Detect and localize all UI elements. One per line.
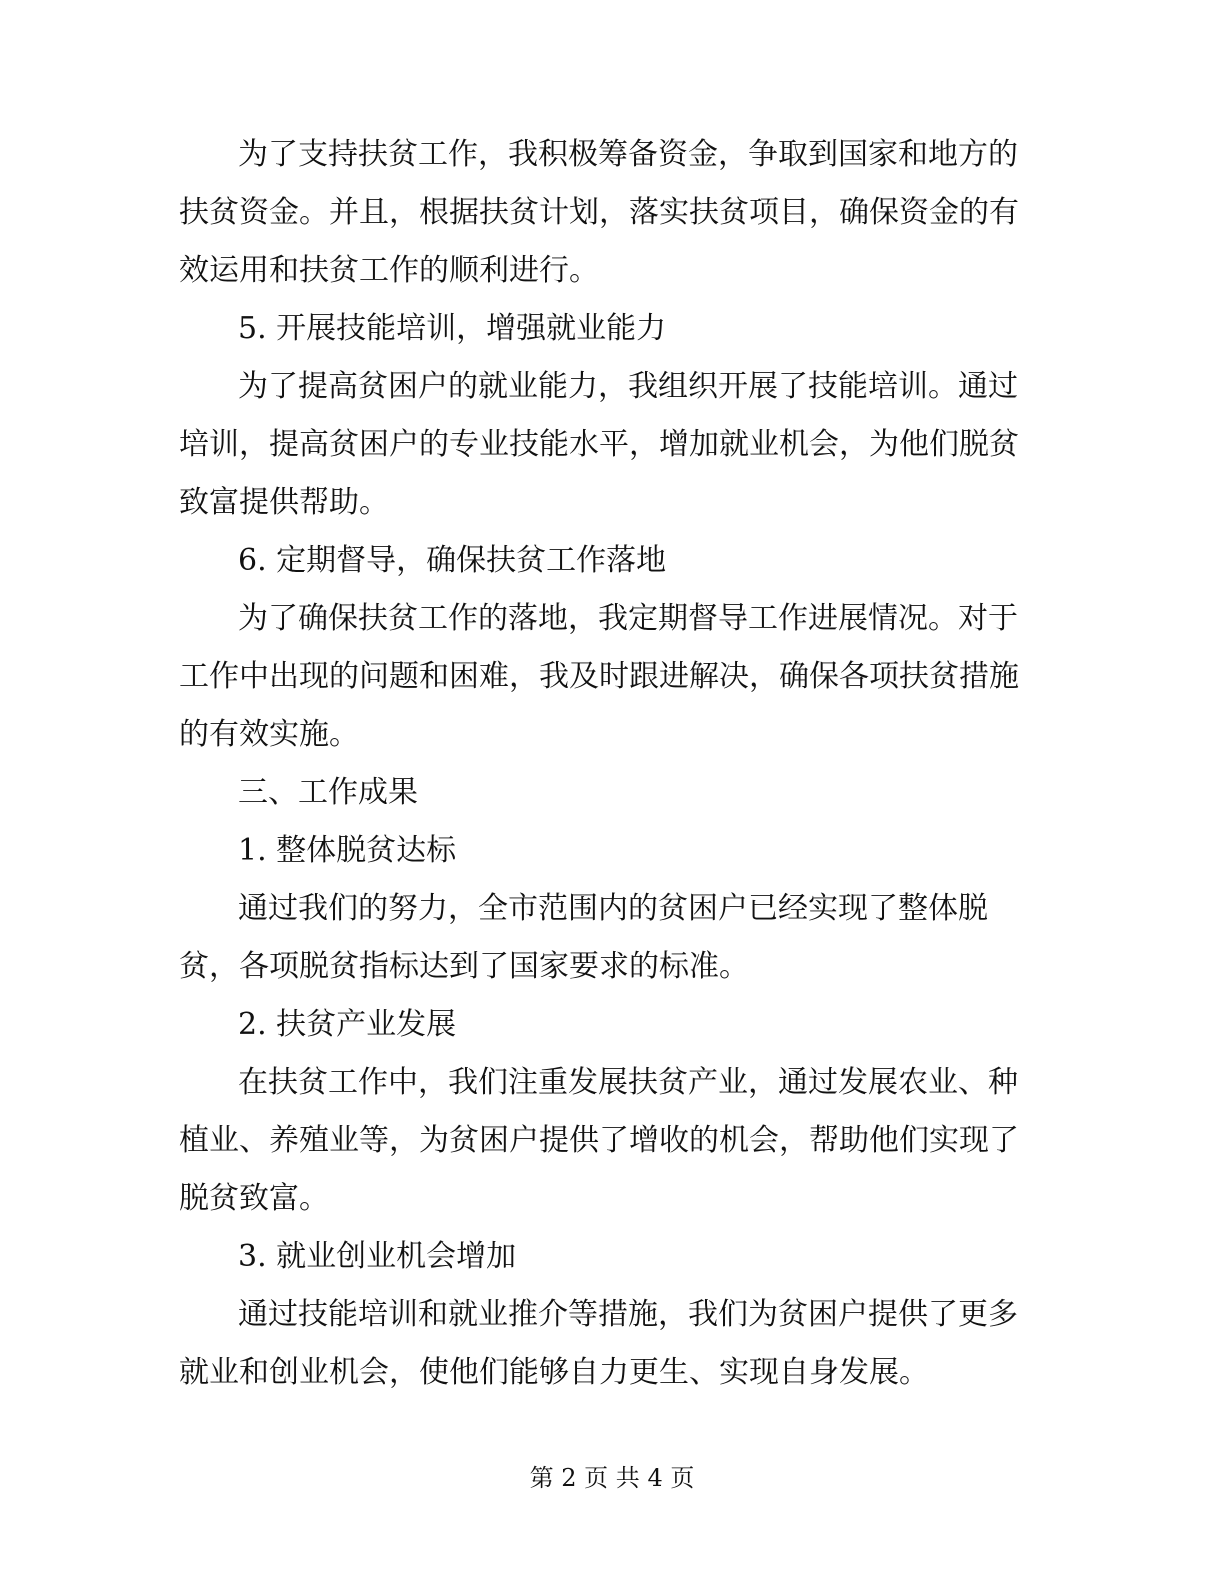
paragraph-line: 为了确保扶贫工作的落地，我定期督导工作进展情况。对于 <box>238 601 1018 636</box>
paragraph-line: 为了支持扶贫工作，我积极筹备资金，争取到国家和地方的 <box>238 137 1018 172</box>
section-heading: 5. 开展技能培训，增强就业能力 <box>238 311 667 346</box>
paragraph-line: 效运用和扶贫工作的顺利进行。 <box>179 253 599 288</box>
paragraph-line: 脱贫致富。 <box>179 1181 329 1216</box>
paragraph-line: 培训，提高贫困户的专业技能水平，增加就业机会，为他们脱贫 <box>179 427 1019 462</box>
page-footer: 第 2 页 共 4 页 <box>529 1464 695 1492</box>
paragraph-line: 的有效实施。 <box>179 717 359 752</box>
paragraph-line: 为了提高贫困户的就业能力，我组织开展了技能培训。通过 <box>238 369 1018 404</box>
chapter-heading: 三、工作成果 <box>238 775 418 810</box>
section-heading: 2. 扶贫产业发展 <box>238 1007 457 1042</box>
paragraph-line: 工作中出现的问题和困难，我及时跟进解决，确保各项扶贫措施 <box>179 659 1019 694</box>
paragraph-line: 贫，各项脱贫指标达到了国家要求的标准。 <box>179 949 749 984</box>
paragraph-line: 致富提供帮助。 <box>179 485 389 520</box>
section-heading: 3. 就业创业机会增加 <box>238 1239 517 1274</box>
paragraph-line: 植业、养殖业等，为贫困户提供了增收的机会，帮助他们实现了 <box>179 1123 1019 1158</box>
paragraph-line: 扶贫资金。并且，根据扶贫计划，落实扶贫项目，确保资金的有 <box>179 195 1019 230</box>
paragraph-line: 通过我们的努力，全市范围内的贫困户已经实现了整体脱 <box>238 891 988 926</box>
section-heading: 1. 整体脱贫达标 <box>238 833 457 868</box>
section-heading: 6. 定期督导，确保扶贫工作落地 <box>238 543 667 578</box>
paragraph-line: 通过技能培训和就业推介等措施，我们为贫困户提供了更多 <box>238 1297 1018 1332</box>
paragraph-line: 在扶贫工作中，我们注重发展扶贫产业，通过发展农业、种 <box>238 1065 1018 1100</box>
paragraph-line: 就业和创业机会，使他们能够自力更生、实现自身发展。 <box>179 1355 929 1390</box>
